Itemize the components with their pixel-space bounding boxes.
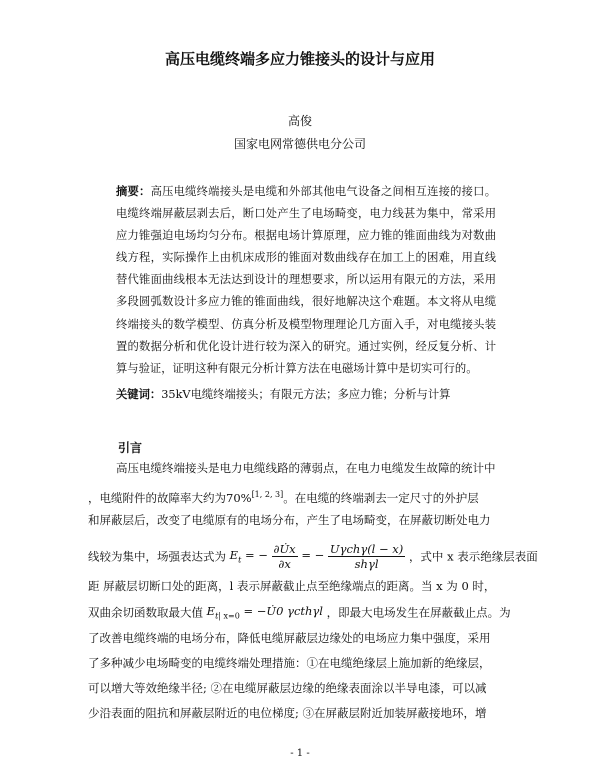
- formula-numerator: ∂U̇x: [273, 541, 296, 556]
- abstract: [116, 180, 496, 380]
- formula-condition: | x=0: [218, 611, 240, 621]
- formula-operator: = −: [301, 548, 325, 562]
- body-line: 和屏蔽层后，改变了电缆原有的电场分布，产生了电场畸变，在屏蔽切断处电力: [88, 513, 491, 527]
- body-text: 线较为集中，场强表达式为: [88, 549, 226, 564]
- formula-operator: = −: [244, 548, 268, 562]
- formula-denominator: ∂x: [278, 556, 291, 571]
- formula-subscript: t: [238, 555, 242, 565]
- formula-symbol: E: [229, 548, 239, 562]
- citation: [1, 2, 3]: [251, 490, 284, 499]
- body-text: ，即最大电场发生在屏蔽截止点。为: [326, 605, 511, 620]
- body-line: 高压电缆终端接头是电力电缆线路的薄弱点，在电力电缆发生故障的统计中: [116, 461, 496, 475]
- body-line: 距 屏蔽层切断口处的距离，l 表示屏蔽截止点至绝缘端点的距离。当 x 为 0 时，: [88, 579, 496, 593]
- keywords: [116, 386, 516, 403]
- body-line: 少沿表面的阻抗和屏蔽层附近的电位梯度; ③在屏蔽层附近加装屏蔽接地环，增: [88, 706, 487, 720]
- body-text: 双曲余切函数取最大值: [88, 605, 203, 620]
- field-strength-formula: [230, 538, 406, 577]
- formula-numerator: Uγchγ(l − x): [329, 541, 404, 556]
- body-line-with-formula: [88, 603, 511, 624]
- body-text: 。在电缆的终端剥去一定尺寸的外护层: [283, 490, 479, 505]
- max-field-formula: [207, 603, 323, 624]
- formula-symbol: E: [206, 604, 216, 618]
- body-line: 可以增大等效绝缘半径; ②在电缆屏蔽层边缘的绝缘表面涂以半导电漆，可以减: [88, 681, 487, 695]
- formula-denominator: shγl: [354, 556, 379, 571]
- formula-subscript: t: [215, 611, 219, 621]
- body-line: [88, 487, 508, 506]
- formula-rhs: = −U̇0 γcthγl: [243, 604, 323, 618]
- body-line: 了改善电缆终端的电场分布，降低电缆屏蔽层边缘处的电场应力集中强度，采用: [88, 631, 491, 645]
- abstract-text: 高压电缆终端接头是电缆和外部其他电气设备之间相互连接的接口。电缆终端屏蔽层剥去后，断口处产生了电场畸变，电力线甚为集中，常采用应力锥强迫电场均匀分布。根据电场计算原理，应力锥的锥面曲线为对数曲线方程，实际操作上由机床成形的锥面对数曲线存在加工上的困难，用直线替代锥面曲线根本无法达到设计的理想要求，所以运用有限元的方法，采用多段圆弧数设计多应力锥的锥面曲线，很好地解决这个难题。本文将从电缆终端接头的数学模型、仿真分析及模型物理理论几方面入手，对电缆接头装置的数据分析和优化设计进行较为深入的研究。通过实例，经反复分析、计算与验证，证明这种有限元分析计算方法在电磁场计算中是切实可行的。: [116, 185, 496, 375]
- body-text: ，式中 x 表示绝缘层表面: [408, 549, 538, 564]
- page-number: - 1 -: [290, 748, 310, 759]
- body-text: ，电缆附件的故障率大约为70%: [88, 490, 252, 505]
- section-heading: 引言: [118, 441, 143, 455]
- keywords-label: 关键词：: [116, 387, 162, 401]
- page-title: 高压电缆终端多应力锥接头的设计与应用: [164, 50, 435, 68]
- author-affiliation: 国家电网常德供电分公司: [233, 137, 366, 151]
- author-name: 高俊: [287, 114, 312, 128]
- formula-fraction: [328, 542, 405, 571]
- abstract-label: 摘要：: [116, 184, 151, 198]
- body-line-with-formula: [88, 538, 538, 577]
- keywords-text: 35kV电缆终端接头；有限元方法；多应力锥；分析与计算: [161, 388, 451, 401]
- formula-fraction: [272, 542, 298, 571]
- body-line: 了多种减少电场畸变的电缆终端处理措施：①在电缆绝缘层上施加新的绝缘层，: [88, 656, 491, 670]
